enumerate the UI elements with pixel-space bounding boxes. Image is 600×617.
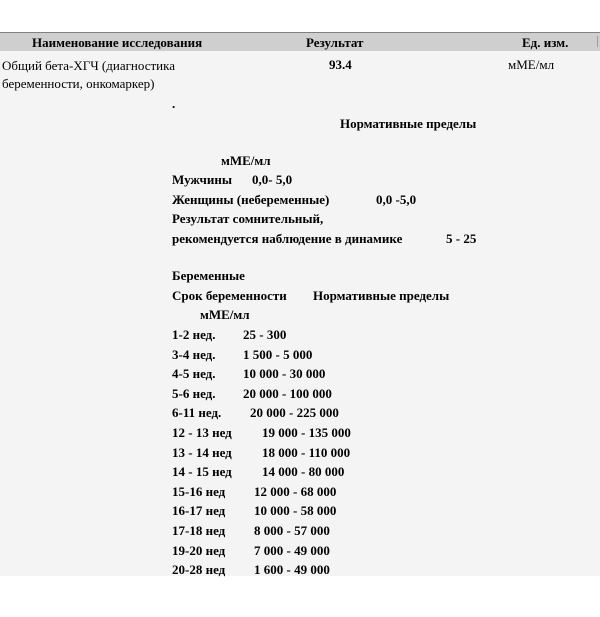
pregnancy-term: 12 - 13 нед [172, 425, 232, 440]
doubtful-line-1: Результат сомнительный, [172, 211, 324, 226]
pregnancy-term: 4-5 нед. [172, 366, 216, 382]
pregnancy-term: 16-17 нед [172, 503, 226, 519]
pregnancy-term: 14 - 15 нед [172, 464, 232, 480]
term-column-header: Срок беременности [172, 288, 287, 303]
pregnancy-range: 14 000 - 80 000 [262, 464, 345, 480]
pregnancy-range: 10 000 - 30 000 [243, 366, 326, 382]
men-range: 0,0- 5,0 [252, 172, 293, 187]
column-separator [597, 36, 598, 47]
table-header [0, 32, 600, 51]
column-header-unit: Ед. изм. [522, 35, 569, 50]
pregnancy-range: 1 500 - 5 000 [243, 346, 313, 362]
reference-unit: мМЕ/мл [221, 153, 271, 168]
test-name [2, 57, 175, 93]
pregnant-unit: мМЕ/мл [200, 307, 250, 322]
pregnancy-range: 7 000 - 49 000 [254, 542, 330, 558]
pregnancy-range: 25 - 300 [243, 327, 287, 342]
reference-dot: . [172, 96, 176, 111]
reference-heading: Нормативные пределы [340, 116, 477, 131]
pregnant-heading: Беременные [172, 268, 245, 283]
pregnancy-range: 10 000 - 58 000 [254, 503, 337, 519]
pregnancy-term: 20-28 нед [172, 562, 226, 578]
pregnancy-term: 19-20 нед [172, 542, 226, 558]
column-header-name: Наименование исследования [32, 35, 203, 50]
pregnancy-term: 13 - 14 нед [172, 444, 232, 460]
pregnancy-term: 6-11 нед. [172, 405, 222, 421]
men-label: Мужчины [172, 172, 232, 187]
pregnancy-range: 19 000 - 135 000 [262, 425, 351, 440]
doubtful-line-2: рекомендуется наблюдение в динамике [172, 231, 403, 246]
pregnancy-term: 15-16 нед [172, 483, 226, 499]
women-label: Женщины (небеременные) [172, 192, 330, 207]
pregnancy-term: 5-6 нед. [172, 385, 216, 401]
pregnancy-range: 20 000 - 100 000 [243, 385, 332, 401]
test-result-value: 93.4 [329, 57, 352, 72]
pregnancy-range: 18 000 - 110 000 [262, 444, 351, 460]
limits-column-header: Нормативные пределы [313, 288, 450, 303]
column-header-result: Результат [306, 35, 364, 50]
pregnancy-term: 3-4 нед. [172, 346, 216, 362]
test-result-unit: мМЕ/мл [508, 57, 555, 72]
women-range: 0,0 -5,0 [376, 192, 417, 207]
test-name-line-1: Общий бета-ХГЧ (диагностика [2, 58, 176, 73]
pregnancy-term: 1-2 нед. [172, 327, 216, 342]
pregnancy-range: 20 000 - 225 000 [250, 405, 339, 421]
test-name-line-2: беременности, онкомаркер) [2, 76, 155, 91]
doubtful-range: 5 - 25 [446, 231, 477, 246]
pregnancy-range: 1 600 - 49 000 [254, 562, 330, 578]
pregnancy-range: 12 000 - 68 000 [254, 483, 337, 499]
pregnancy-range: 8 000 - 57 000 [254, 523, 330, 538]
pregnancy-term: 17-18 нед [172, 523, 226, 538]
